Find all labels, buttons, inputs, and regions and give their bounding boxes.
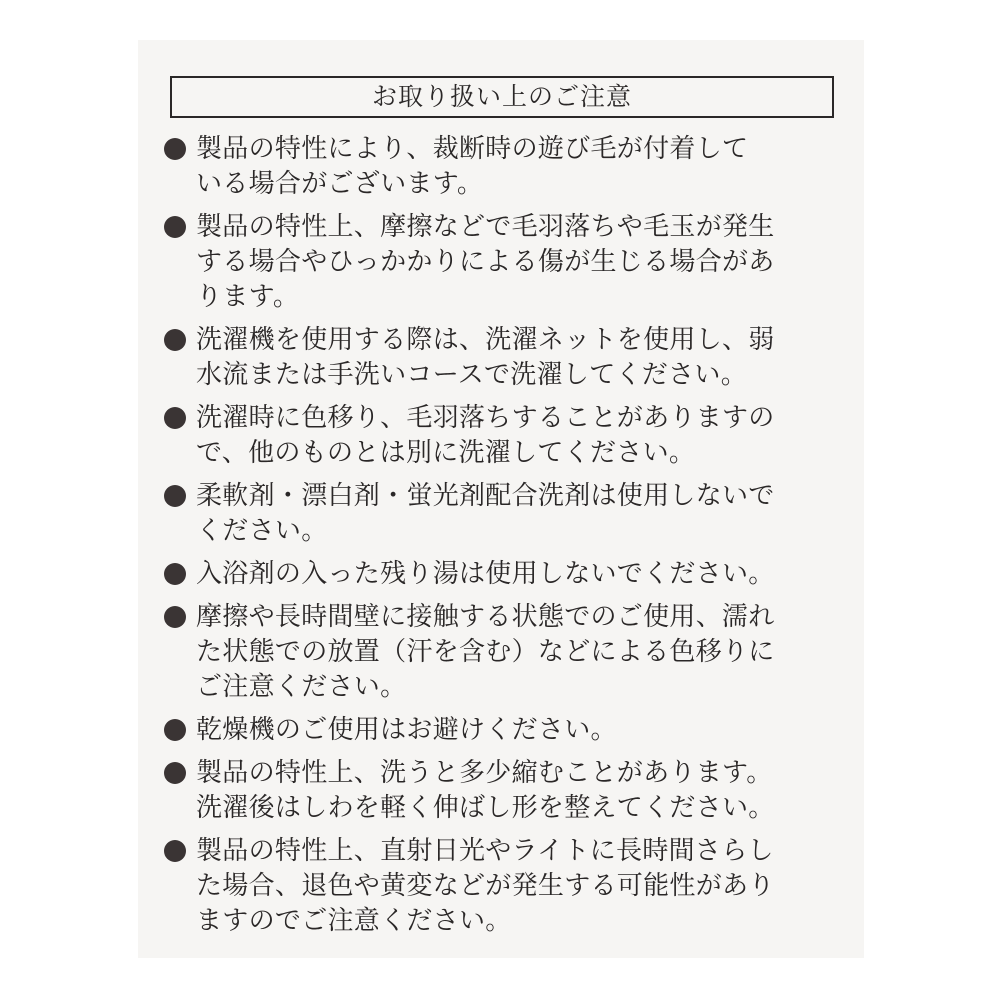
bullet-icon xyxy=(164,840,186,862)
caution-line: ります。 xyxy=(196,282,300,312)
caution-item xyxy=(162,479,842,549)
caution-line: ご注意ください。 xyxy=(196,672,407,702)
caution-line: 製品の特性上、直射日光やライトに長時間さらし xyxy=(196,836,774,866)
caution-line: 洗濯時に色移り、毛羽落ちすることがありますの xyxy=(196,403,775,433)
caution-line: 洗濯後はしわを軽く伸ばし形を整えてください。 xyxy=(196,793,775,823)
caution-item xyxy=(162,834,842,939)
caution-line: 柔軟剤・漂白剤・蛍光剤配合洗剤は使用しないで xyxy=(196,481,775,511)
caution-item xyxy=(162,756,842,826)
caution-line: する場合やひっかかりによる傷が生じる場合があ xyxy=(196,247,775,277)
caution-line: た状態での放置（汗を含む）などによる色移りに xyxy=(196,637,775,667)
caution-line: 製品の特性上、摩擦などで毛羽落ちや毛玉が発生 xyxy=(196,212,775,242)
caution-item xyxy=(162,600,842,705)
caution-list xyxy=(162,132,842,947)
bullet-icon xyxy=(164,138,186,160)
caution-line: 入浴剤の入った残り湯は使用しないでください。 xyxy=(196,559,775,589)
caution-line: 摩擦や長時間壁に接触する状態でのご使用、濡れ xyxy=(196,602,775,632)
caution-item xyxy=(162,557,842,592)
bullet-icon xyxy=(164,216,186,238)
bullet-icon xyxy=(164,719,186,741)
caution-line: 乾燥機のご使用はお避けください。 xyxy=(196,715,617,745)
caution-line: ますのでご注意ください。 xyxy=(196,906,512,936)
bullet-icon xyxy=(164,407,186,429)
caution-item xyxy=(162,210,842,315)
caution-line: た場合、退色や黄変などが発生する可能性があり xyxy=(196,871,775,901)
bullet-icon xyxy=(164,485,186,507)
bullet-icon xyxy=(164,563,186,585)
caution-item xyxy=(162,713,842,748)
caution-line: 製品の特性により、裁断時の遊び毛が付着して xyxy=(196,134,749,164)
caution-item xyxy=(162,401,842,471)
caution-line: ください。 xyxy=(196,516,328,546)
caution-line: いる場合がございます。 xyxy=(196,169,484,199)
caution-line: で、他のものとは別に洗濯してください。 xyxy=(196,438,696,468)
caution-line: 水流または手洗いコースで洗濯してください。 xyxy=(196,360,748,390)
bullet-icon xyxy=(164,606,186,628)
bullet-icon xyxy=(164,329,186,351)
caution-line: 製品の特性上、洗うと多少縮むことがあります。 xyxy=(196,758,773,788)
page-title: お取り扱い上のご注意 xyxy=(170,76,834,118)
bullet-icon xyxy=(164,762,186,784)
caution-item xyxy=(162,323,842,393)
caution-line: 洗濯機を使用する際は、洗濯ネットを使用し、弱 xyxy=(196,325,775,355)
caution-item xyxy=(162,132,842,202)
